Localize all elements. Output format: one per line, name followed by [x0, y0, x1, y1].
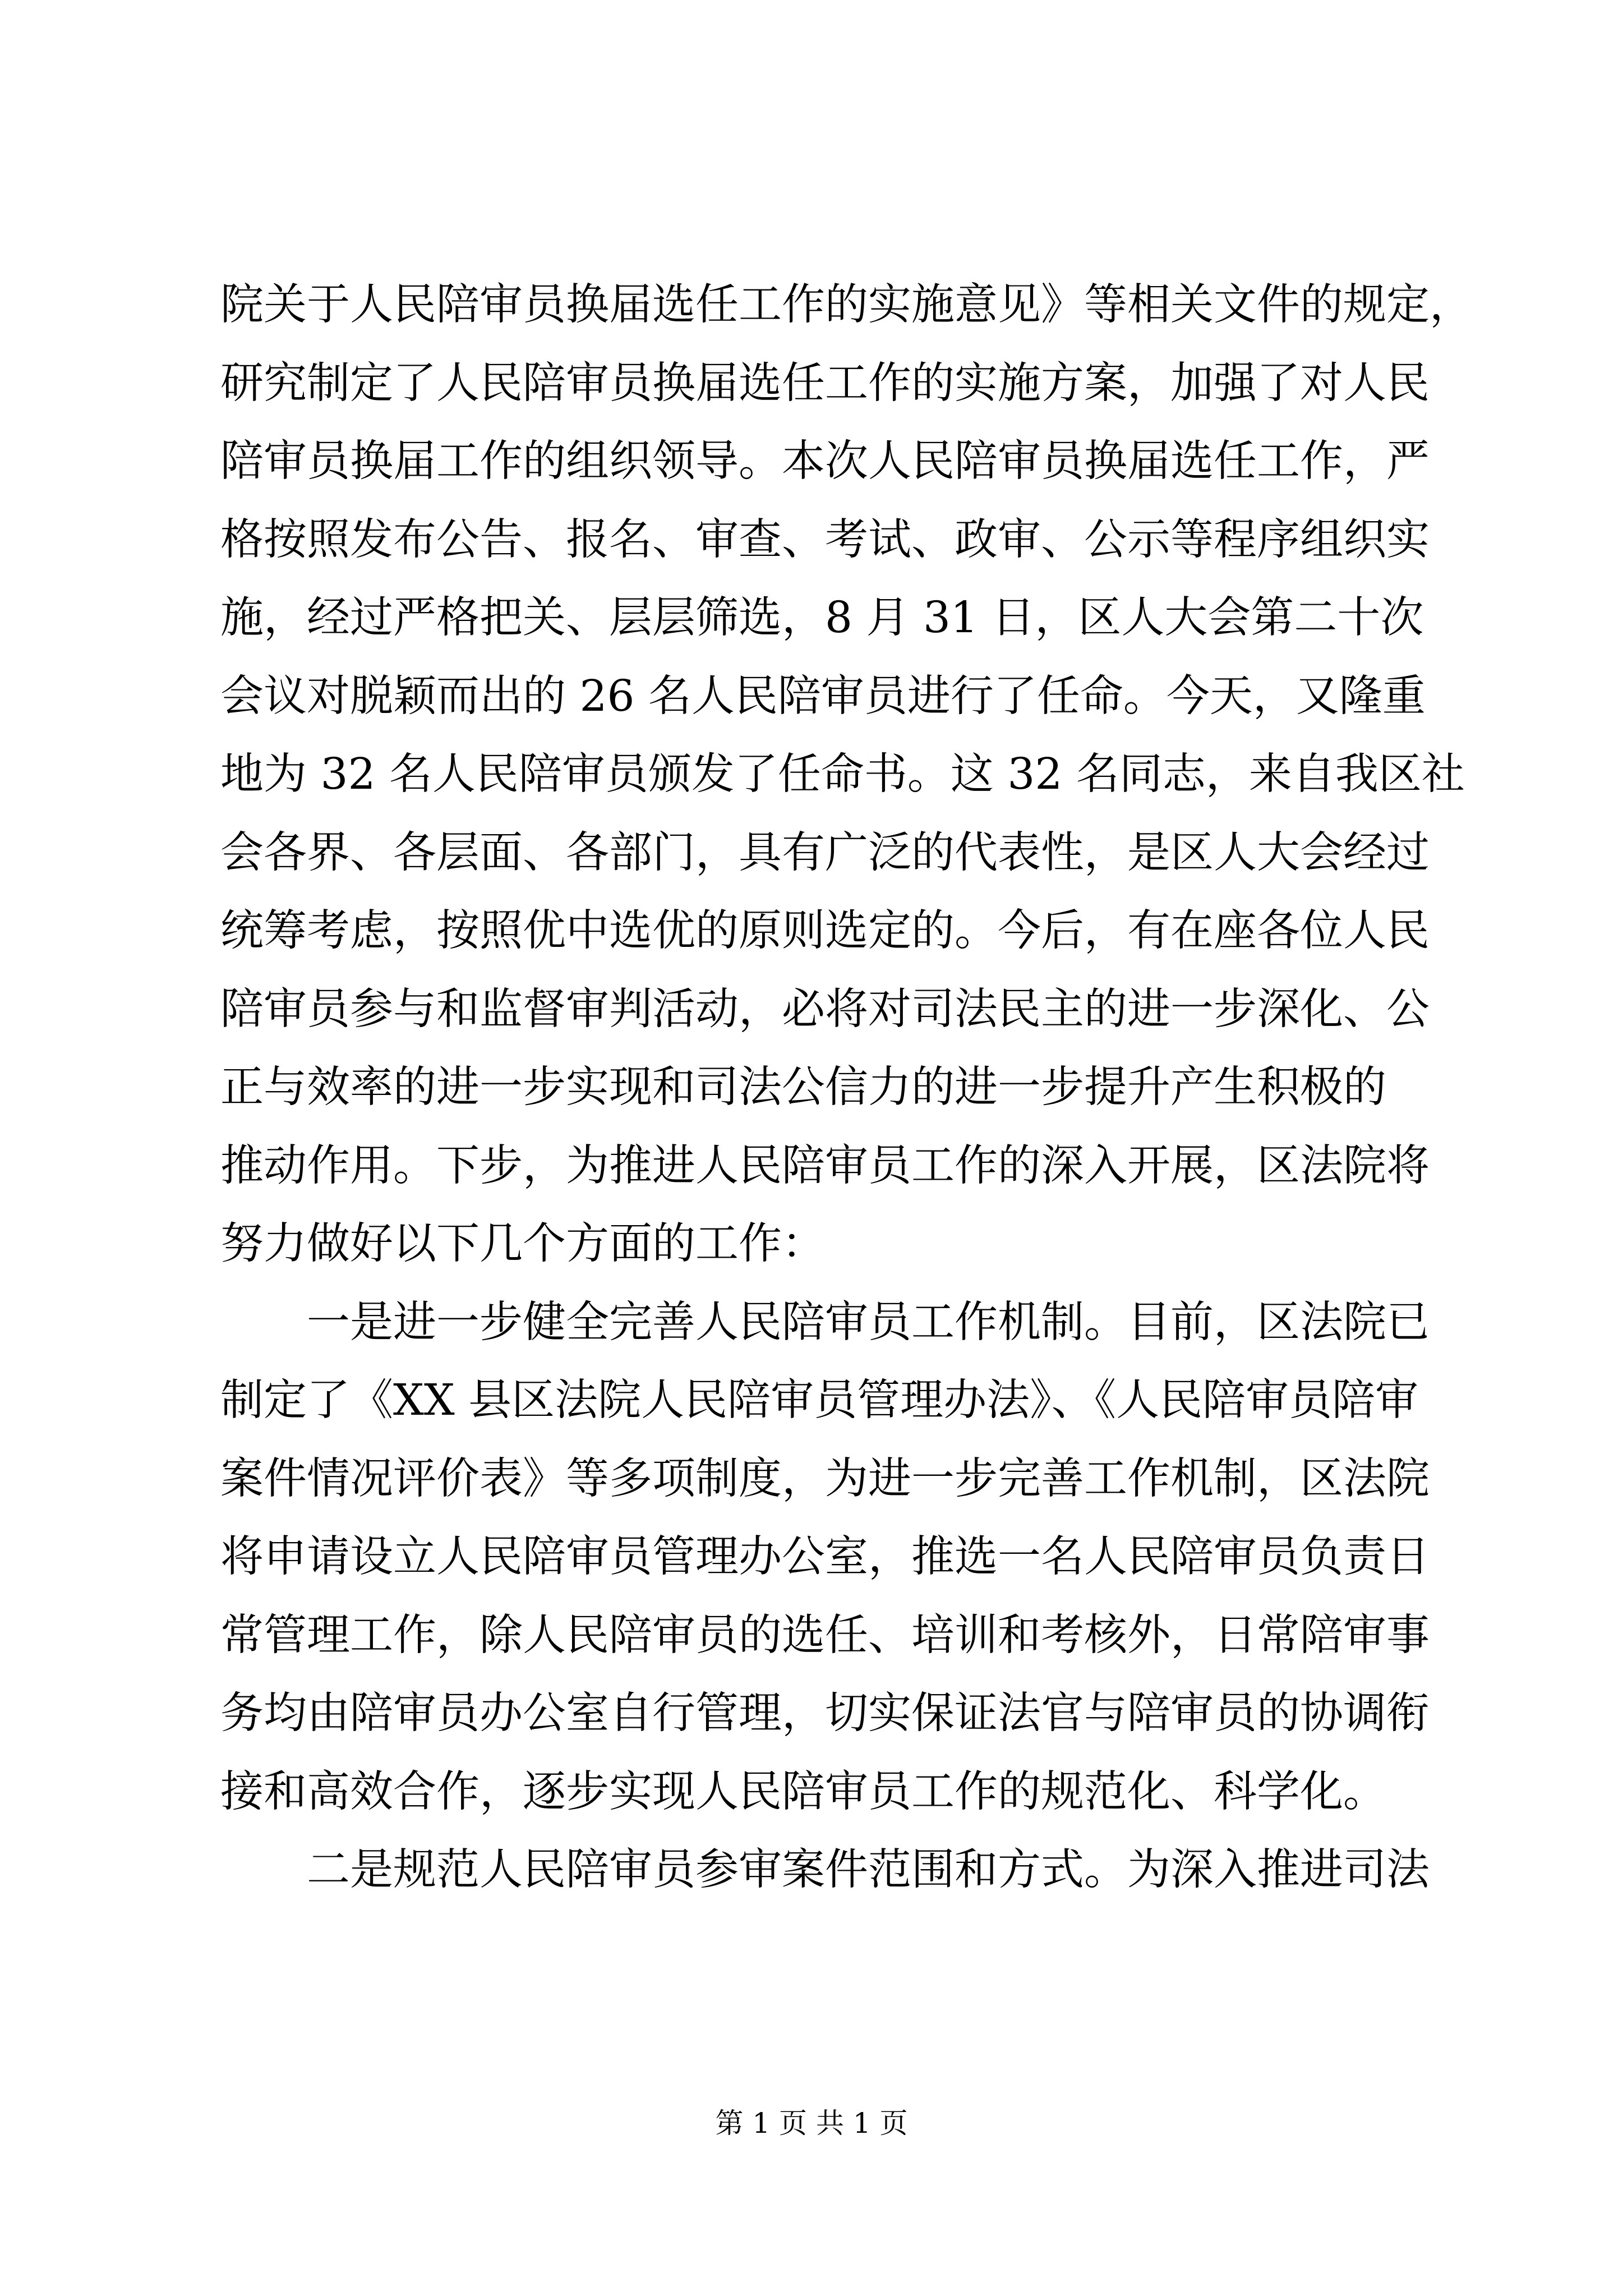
text-line: 统筹考虑，按照优中选优的原则选定的。今后，有在座各位人民: [220, 906, 1430, 956]
text-line: 案件情况评价表》等多项制度，为进一步完善工作机制，区法院: [220, 1453, 1430, 1504]
paragraph-first-line: 二是规范人民陪审员参审案件范围和方式。为深入推进司法: [307, 1845, 1430, 1895]
page-footer: [0, 2106, 1623, 2140]
text-line: 地为 32 名人民陪审员颁发了任命书。这 32 名同志，来自我区社: [220, 749, 1465, 799]
text-line: 制定了《XX 县区法院人民陪审员管理办法》、《人民陪审员陪审: [220, 1375, 1419, 1425]
text-line: 会各界、各层面、各部门，具有广泛的代表性，是区人大会经过: [220, 827, 1430, 878]
text-line: 常管理工作，除人民陪审员的选任、培训和考核外，日常陪审事: [220, 1610, 1430, 1660]
text-line: 格按照发布公告、报名、审查、考试、政审、公示等程序组织实: [220, 514, 1430, 565]
document-body: [220, 266, 1473, 1910]
text-line: 院关于人民陪审员换届选任工作的实施意见》等相关文件的规定，: [220, 280, 1473, 330]
text-line: 研究制定了人民陪审员换届选任工作的实施方案，加强了对人民: [220, 358, 1430, 408]
text-line: 推动作用。下步，为推进人民陪审员工作的深入开展，区法院将: [220, 1140, 1430, 1191]
text-line: 陪审员参与和监督审判活动，必将对司法民主的进一步深化、公: [220, 984, 1430, 1034]
text-line: 正与效率的进一步实现和司法公信力的进一步提升产生积极的: [220, 1062, 1386, 1112]
text-line: 接和高效合作，逐步实现人民陪审员工作的规范化、科学化。: [220, 1766, 1386, 1817]
text-line: 将申请设立人民陪审员管理办公室，推选一名人民陪审员负责日: [220, 1532, 1430, 1582]
text-line: 陪审员换届工作的组织领导。本次人民陪审员换届选任工作，严: [220, 436, 1430, 486]
text-line: 务均由陪审员办公室自行管理，切实保证法官与陪审员的协调衔: [220, 1688, 1430, 1738]
paragraph-first-line: 一是进一步健全完善人民陪审员工作机制。目前，区法院已: [307, 1297, 1430, 1347]
text-line: 施，经过严格把关、层层筛选，8 月 31 日，区人大会第二十次: [220, 593, 1424, 643]
text-line: 会议对脱颖而出的 26 名人民陪审员进行了任命。今天，又隆重: [220, 671, 1426, 721]
page-number: 第 1 页 共 1 页: [715, 2107, 908, 2139]
text-line: 努力做好以下几个方面的工作：: [220, 1219, 825, 1269]
